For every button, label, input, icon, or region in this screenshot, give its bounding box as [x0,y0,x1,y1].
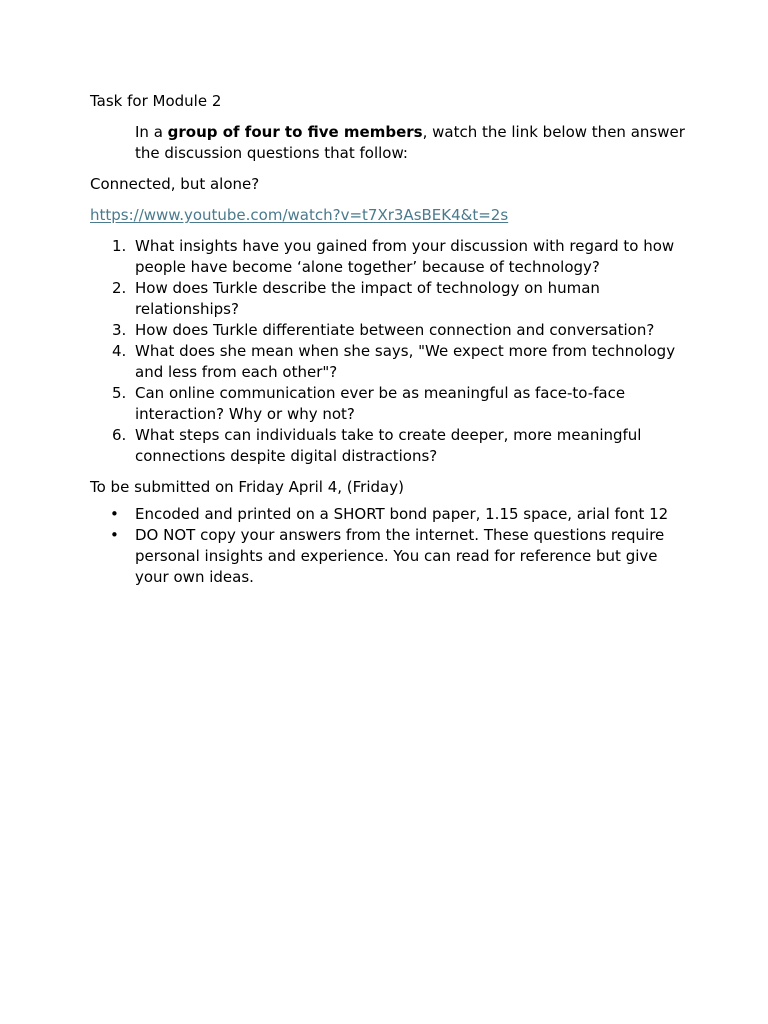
bullet-item [90,504,690,525]
bullet-text: Encoded and printed on a SHORT bond paper, 1.15 space, arial font 12 [135,505,669,523]
list-number: 3. [112,321,127,339]
question-item [90,425,690,467]
bullet-item [90,525,690,588]
question-item [90,383,690,425]
question-text: Can online communication ever be as meaningful as face-to-face interaction? Why or why not? [135,384,626,423]
document-page [90,91,690,598]
list-number: 1. [112,237,127,255]
question-text: How does Turkle differentiate between connection and conversation? [135,321,655,339]
intro-prefix: In a [135,123,168,141]
intro-paragraph [90,122,690,164]
intro-suffix: , watch the link below then answer the discussion questions that follow: [135,123,685,162]
bullet-icon: • [110,505,119,523]
youtube-link[interactable]: https://www.youtube.com/watch?v=t7Xr3AsBEK4&t=2s [90,206,509,224]
bullet-icon: • [110,526,119,544]
list-number: 2. [112,279,127,297]
bullet-text: DO NOT copy your answers from the internet. These questions require personal insights and experience. You can read for reference but give your own ideas. [135,526,665,586]
intro-bold: group of four to five members [167,123,423,141]
requirements-list [90,504,690,588]
list-number: 4. [112,342,127,360]
subtitle: Connected, but alone? [90,175,260,193]
question-item [90,320,690,341]
document-title: Task for Module 2 [90,92,222,110]
list-number: 6. [112,426,127,444]
submission-note: To be submitted on Friday April 4, (Friday) [90,478,404,496]
question-item [90,341,690,383]
question-item [90,236,690,278]
question-list [90,236,690,467]
question-text: What insights have you gained from your discussion with regard to how people have become ‘alone together’ because of technology? [135,237,675,276]
question-text: What does she mean when she says, "We expect more from technology and less from each other"? [135,342,676,381]
question-item [90,278,690,320]
question-text: What steps can individuals take to create deeper, more meaningful connections despite digital distractions? [135,426,642,465]
list-number: 5. [112,384,127,402]
question-text: How does Turkle describe the impact of technology on human relationships? [135,279,600,318]
